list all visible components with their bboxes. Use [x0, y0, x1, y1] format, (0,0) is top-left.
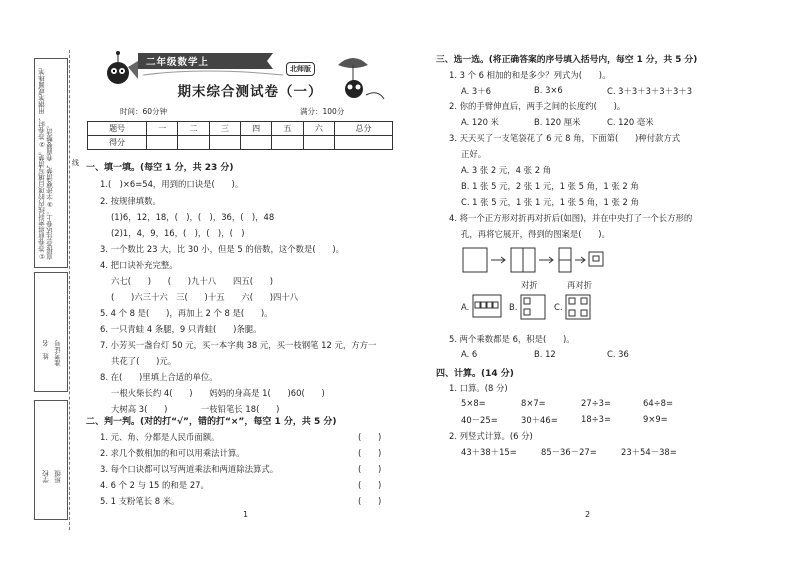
option: C. 120 毫米: [607, 117, 654, 127]
question-line: 2. 你的手臂伸直后，两手之间的长度约( )。: [449, 101, 626, 111]
section-3-title: 三、选一选。(将正确答案的序号填入括号内，每空 1 分，共 5 分): [436, 55, 698, 65]
calc-item: 43＋38＋15=: [461, 447, 517, 457]
exam-time: 时间：60分钟: [120, 107, 168, 116]
exam-title: 期末综合测试卷（一）: [177, 84, 323, 100]
calc-item: 30＋46=: [521, 415, 558, 425]
question-line: 2. 按规律填数。: [100, 196, 161, 206]
binding-margin: [28, 50, 78, 540]
option-b-figure[interactable]: [520, 294, 546, 320]
option: C. 3＋3＋3＋3＋3＋3: [607, 86, 693, 96]
option: A. 3 张 2 元，4 张 2 角: [461, 165, 552, 175]
calc-item: 9×9=: [643, 414, 668, 424]
page-number: 2: [585, 510, 591, 519]
cut-line-label: 线: [72, 159, 79, 167]
class-label: 班级: [54, 470, 62, 483]
calc-item: 40－25=: [461, 415, 498, 425]
option: A. 3＋6: [461, 86, 491, 96]
calc-item: 8×7=: [521, 398, 546, 408]
question-line: 7. 小芳买一盏台灯 50 元，买一本字典 38 元，买一枝钢笔 12 元，方方一: [100, 340, 377, 350]
table-cell: 五: [272, 122, 303, 136]
calc-item: 64÷8=: [643, 398, 674, 408]
score-input-cell[interactable]: [209, 136, 240, 150]
question-line: 1. 口算。(8 分): [449, 383, 508, 393]
table-cell: 题号: [88, 122, 147, 136]
calc-item: 23＋54－38=: [621, 447, 677, 457]
option: B. 12: [534, 349, 556, 359]
judge-item: 3. 每个口诀都可以写两道乘法和两道除法算式。: [100, 464, 279, 474]
question-line: 8. 在( )里填上合适的单位。: [100, 372, 218, 382]
judge-item: 4. 6 个 2 与 15 的和是 27。: [100, 480, 209, 490]
score-input-cell[interactable]: [335, 136, 393, 150]
option: C.: [554, 302, 563, 312]
answer-paren[interactable]: ( ): [358, 480, 382, 490]
option: A.: [461, 302, 470, 312]
score-input-cell[interactable]: [241, 136, 272, 150]
question-line: 6. 一只青蛙 4 条腿，9 只青蛙( )条腿。: [100, 324, 262, 334]
calc-item: 85－36－27=: [541, 447, 597, 457]
question-line: 正好。: [461, 149, 487, 159]
judge-item: 5. 1 支粉笔长 8 米。: [100, 496, 180, 506]
answer-paren[interactable]: ( ): [358, 448, 382, 458]
table-cell: 六: [303, 122, 334, 136]
folding-diagram: [461, 246, 611, 276]
table-cell: 二: [178, 122, 209, 136]
judge-item: 1. 元、角、分都是人民币面额。: [100, 432, 220, 442]
answer-paren[interactable]: ( ): [358, 432, 382, 442]
grade-banner: 二年级数学上: [146, 57, 210, 68]
option: C. 36: [607, 349, 629, 359]
option: C. 1 张 5 元，1 张 1 元，1 张 5 角，1 张 2 角: [461, 197, 639, 207]
question-line: 3. 一个数比 23 大，比 30 小，但是 5 的倍数，这个数是( )。: [100, 244, 345, 254]
option: B.: [509, 302, 518, 312]
table-cell: 得分: [88, 136, 147, 150]
answer-paren[interactable]: ( ): [358, 464, 382, 474]
question-line: 5. 4 个 8 是( )，再加上 2 个 8 是( )。: [100, 308, 273, 318]
option: B. 3×6: [534, 85, 563, 95]
option: A. 6: [461, 349, 478, 359]
question-line: 3. 天天买了一支笔袋花了 6 元 8 角，下面第( )种付款方式: [449, 133, 681, 143]
question-line: 1.( )×6=54，用到的口诀是( )。: [100, 179, 244, 189]
section-2-title: 二、判一判。(对的打“√”，错的打“×”，每空 1 分，共 5 分): [86, 417, 337, 427]
score-input-cell[interactable]: [178, 136, 209, 150]
question-line: (2)1，4，9，16，( )，( )，( ): [111, 228, 245, 238]
score-table: [87, 121, 393, 150]
calc-item: 5×8=: [461, 398, 486, 408]
score-input-cell[interactable]: [303, 136, 334, 150]
score-input-cell[interactable]: [272, 136, 303, 150]
score-input-cell[interactable]: [147, 136, 178, 150]
full-score: 满分：100分: [300, 107, 345, 116]
table-cell: 三: [209, 122, 240, 136]
exam-notes: ①答卷前将密封线内的项目填写清楚。②答卷时，用钢笔或圆珠笔直接答在试卷上。③字迹要清楚，卷面要整洁。: [38, 68, 54, 260]
question-line: 共花了( )元。: [111, 356, 177, 366]
answer-paren[interactable]: ( ): [358, 496, 382, 506]
option: B. 120 厘米: [534, 117, 581, 127]
mascot-left-icon: [107, 51, 138, 84]
question-line: 大树高 3( ) 一枝铅笔长 18( ): [111, 404, 280, 414]
question-line: 4. 把口诀补充完整。: [100, 260, 178, 270]
table-cell: 四: [241, 122, 272, 136]
question-line: 4. 将一个正方形对折再对折后(如图)，并在中央打了一个长方形的: [449, 213, 693, 223]
question-line: ( )六三十六 三( )十五 六( )四十八: [111, 292, 299, 302]
table-cell: 总分: [335, 122, 393, 136]
question-line: 六七( ) ( )九十八 四五( ): [111, 276, 273, 286]
option: B. 1 张 5 元，2 张 1 元，1 张 5 角，1 张 2 角: [461, 181, 639, 191]
school-label: 学校: [42, 470, 50, 483]
question-line: 1. 3 个 6 相加的和是多少？列式为( )。: [449, 70, 611, 80]
edition-badge: 北师版: [286, 62, 315, 76]
section-1-title: 一、填一填。(每空 1 分，共 23 分): [86, 163, 234, 173]
question-line: 孔，再将它展开，得到的图案是( )。: [461, 229, 610, 239]
question-line: 5. 两个乘数都是 6，积是( )。: [449, 334, 575, 344]
option-a-figure[interactable]: [472, 294, 502, 318]
name-box: [34, 272, 68, 392]
score-table-header-row: [88, 122, 393, 136]
calc-item: 18÷3=: [581, 414, 612, 424]
fold-label: 对折: [521, 280, 538, 290]
option: A. 120 米: [461, 117, 499, 127]
fold-label: 再对折: [567, 280, 593, 290]
option-c-figure[interactable]: [565, 294, 591, 320]
table-cell: 一: [147, 122, 178, 136]
name-label: 姓 名: [42, 340, 50, 360]
question-line: 2. 列竖式计算。(6 分): [449, 431, 533, 441]
school-box: [34, 400, 68, 520]
question-line: (1)6，12，18，( )，( )，36，( )，48: [111, 212, 275, 222]
question-line: 一根火柴长约 4( ) 妈妈的身高是 1( )60( ): [111, 388, 325, 398]
judge-item: 2. 求几个数相加的和可以用乘法计算。: [100, 448, 245, 458]
calc-item: 27÷3=: [581, 398, 612, 408]
cut-line: [69, 50, 70, 530]
page-number: 1: [243, 510, 249, 519]
section-4-title: 四、计算。(14 分): [436, 369, 514, 379]
score-table-score-row: [88, 136, 393, 150]
exam-number-label: 准考证号: [54, 340, 62, 366]
